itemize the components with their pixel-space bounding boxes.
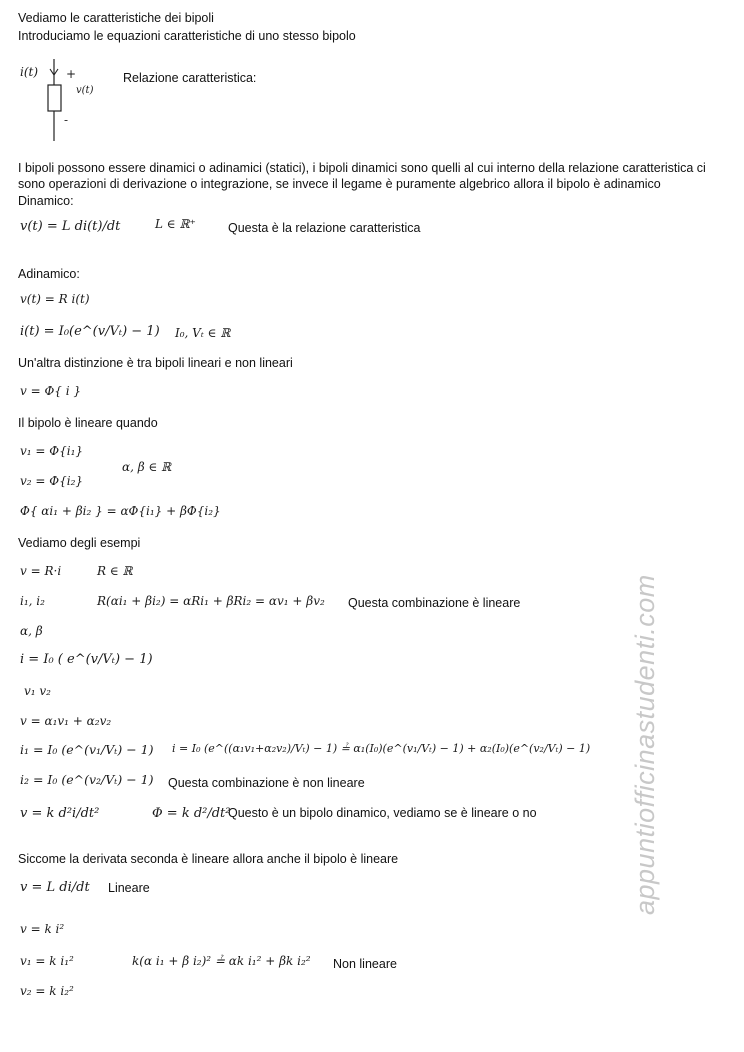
ex2-eq: i = I₀ ( e^(v/Vₜ) − 1) [20, 652, 153, 667]
ex1-note: Questa combinazione è lineare [348, 596, 521, 610]
alpha-beta: α, β [20, 624, 43, 638]
ex1-currents: i₁, i₂ [20, 594, 45, 608]
second-derivative-note: Siccome la derivata seconda è lineare allora anche il bipolo è lineare [18, 852, 399, 866]
heading-line-1: Vediamo le caratteristiche dei bipoli [18, 11, 214, 25]
final-eq-v1: v₁ = k i₁² [20, 954, 74, 968]
dinamico-equation: v(t) = L di(t)/dt [20, 219, 121, 234]
dinamico-condition: L ∈ ℝ⁺ [155, 217, 196, 231]
final-non-lineare: Non lineare [333, 957, 397, 971]
linear-definition-text: Il bipolo è lineare quando [18, 416, 158, 430]
minus-sign: - [64, 113, 69, 127]
final-eq-k: v = k i² [20, 922, 65, 936]
ex2-note: Questa combinazione è non lineare [168, 776, 365, 790]
current-label: i(t) [20, 65, 39, 79]
ex2-i2: i₂ = I₀ (e^(v₂/Vₜ) − 1) [20, 772, 154, 787]
adinamico-label: Adinamico: [18, 267, 80, 281]
final-eq-v2: v₂ = k i₂² [20, 984, 74, 998]
heading-line-2: Introduciamo le equazioni caratteristiche di uno stesso bipolo [18, 29, 356, 43]
ex3-eq: v = k d²i/dt² [20, 806, 100, 821]
relation-label: Relazione caratteristica: [123, 71, 257, 85]
ex1-eq: v = R·i [20, 564, 62, 578]
linear-def-eq3: Φ{ αi₁ + βi₂ } = αΦ{i₁} + βΦ{i₂} [20, 504, 221, 518]
dinamico-note: Questa è la relazione caratteristica [228, 221, 421, 235]
plus-sign: + [66, 67, 77, 81]
ex3-operator: Φ = k d²/dt² [152, 806, 231, 821]
final-lineare: Lineare [108, 881, 150, 895]
final-eq-L: v = L di/dt [20, 880, 90, 895]
adinamico-condition: I₀, Vₜ ∈ ℝ [175, 326, 231, 340]
adinamico-eq1: v(t) = R i(t) [20, 292, 90, 306]
bipole-sketch [20, 55, 110, 145]
linear-def-eq1: v₁ = Φ{i₁} [20, 444, 84, 458]
ex1-condition: R ∈ ℝ [97, 564, 133, 578]
ex2-combination: v = α₁v₁ + α₂v₂ [20, 714, 112, 728]
ex2-i1: i₁ = I₀ (e^(v₁/Vₜ) − 1) [20, 742, 154, 757]
linear-def-eq2: v₂ = Φ{i₂} [20, 474, 84, 488]
linear-distinction-text: Un'altra distinzione è tra bipoli lineari e non lineari [18, 356, 293, 370]
linear-def-condition: α, β ∈ ℝ [122, 460, 172, 474]
dinamico-label: Dinamico: [18, 194, 74, 208]
watermark: appuntiofficinastudenti.com [630, 574, 660, 915]
ex1-combination: R(αi₁ + βi₂) = αRi₁ + βRi₂ = αv₁ + βv₂ [97, 594, 325, 608]
ex3-note: Questo è un bipolo dinamico, vediamo se è lineare o no [228, 806, 537, 820]
ex2-linearity-check: i = I₀ (e^((α₁v₁+α₂v₂)/Vₜ) − 1) ≟ α₁(I₀)(e^(v₁/Vₜ) − 1) + α₂(I₀)(e^(v₂/Vₜ) − 1) [172, 742, 591, 755]
examples-title: Vediamo degli esempi [18, 536, 141, 550]
intro-paragraph: I bipoli possono essere dinamici o adinamici (statici), i bipoli dinamici sono quelli al cui interno della relazione caratteristica ci sono operazioni di derivazione o integrazione, se invece il legame è puramente algebrico allora il bipolo è adinamico [18, 161, 706, 191]
ex2-vs: v₁ v₂ [24, 684, 51, 698]
voltage-label: v(t) [76, 85, 94, 96]
final-eq-combination: k(α i₁ + β i₂)² ≟ αk i₁² + βk i₂² [132, 954, 311, 968]
adinamico-eq2: i(t) = I₀(e^(v/Vₜ) − 1) [20, 324, 160, 339]
linear-distinction-eq: v = Φ{ i } [20, 384, 82, 398]
